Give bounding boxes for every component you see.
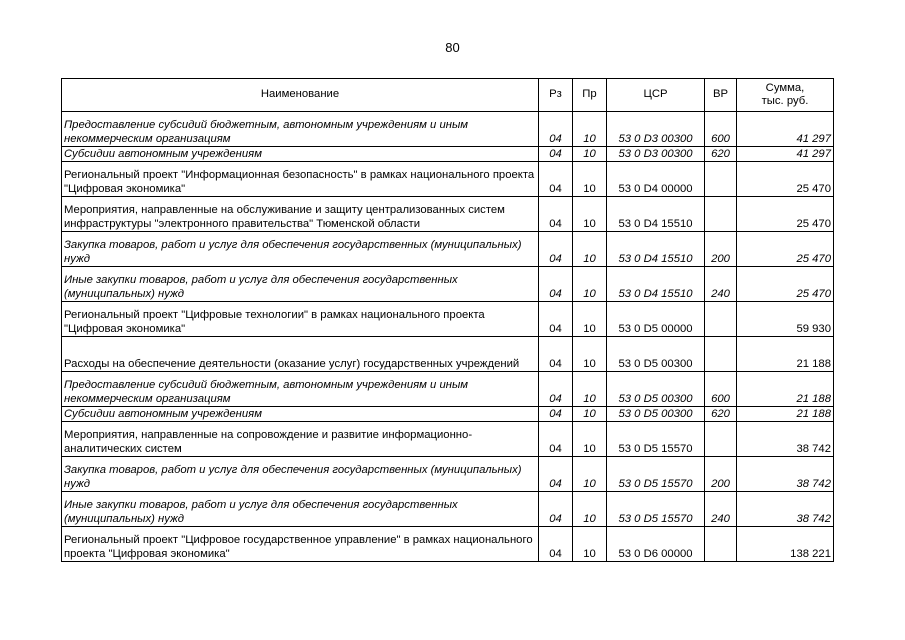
cell-rz: 04: [539, 492, 573, 527]
cell-csr: 53 0 D3 00300: [607, 112, 705, 147]
header-csr: ЦСР: [607, 79, 705, 112]
cell-vr: 240: [705, 267, 737, 302]
cell-name: Мероприятия, направленные на обслуживание и защиту централизованных систем инфраструктуры "электронного правительства" Тюменской области: [62, 197, 539, 232]
cell-sum: 21 188: [737, 372, 834, 407]
cell-name: Закупка товаров, работ и услуг для обеспечения государственных (муниципальных) нужд: [62, 232, 539, 267]
cell-name: Региональный проект "Цифровое государственное управление" в рамках национального проекта "Цифровая экономика": [62, 527, 539, 562]
cell-rz: 04: [539, 422, 573, 457]
cell-rz: 04: [539, 267, 573, 302]
cell-sum: 25 470: [737, 267, 834, 302]
cell-sum: 25 470: [737, 197, 834, 232]
header-rz: Рз: [539, 79, 573, 112]
cell-vr: 200: [705, 232, 737, 267]
cell-pr: 10: [573, 527, 607, 562]
cell-rz: 04: [539, 112, 573, 147]
cell-vr: [705, 422, 737, 457]
cell-pr: 10: [573, 492, 607, 527]
cell-name: Предоставление субсидий бюджетным, автономным учреждениям и иным некоммерческим организациям: [62, 112, 539, 147]
cell-vr: [705, 302, 737, 337]
cell-pr: 10: [573, 372, 607, 407]
cell-name: Региональный проект "Цифровые технологии" в рамках национального проекта "Цифровая экономика": [62, 302, 539, 337]
cell-name: Мероприятия, направленные на сопровождение и развитие информационно-аналитических систем: [62, 422, 539, 457]
table-row: [62, 162, 834, 197]
cell-csr: 53 0 D4 15510: [607, 197, 705, 232]
cell-name: Иные закупки товаров, работ и услуг для обеспечения государственных (муниципальных) нужд: [62, 492, 539, 527]
cell-rz: 04: [539, 527, 573, 562]
cell-pr: 10: [573, 457, 607, 492]
header-name: Наименование: [62, 79, 539, 112]
cell-rz: 04: [539, 232, 573, 267]
cell-vr: 600: [705, 112, 737, 147]
header-vr: ВР: [705, 79, 737, 112]
cell-sum: 38 742: [737, 422, 834, 457]
cell-sum: 21 188: [737, 337, 834, 372]
cell-csr: 53 0 D6 00000: [607, 527, 705, 562]
page-number: 80: [445, 40, 460, 55]
cell-csr: 53 0 D4 00000: [607, 162, 705, 197]
cell-csr: 53 0 D5 15570: [607, 492, 705, 527]
table-row: [62, 302, 834, 337]
table-row: [62, 372, 834, 407]
cell-sum: 59 930: [737, 302, 834, 337]
cell-pr: 10: [573, 302, 607, 337]
cell-rz: 04: [539, 162, 573, 197]
cell-csr: 53 0 D5 15570: [607, 457, 705, 492]
cell-sum: 25 470: [737, 162, 834, 197]
cell-pr: 10: [573, 407, 607, 422]
cell-sum: 25 470: [737, 232, 834, 267]
cell-name: Иные закупки товаров, работ и услуг для обеспечения государственных (муниципальных) нужд: [62, 267, 539, 302]
cell-vr: [705, 162, 737, 197]
cell-sum: 21 188: [737, 407, 834, 422]
table-row: [62, 197, 834, 232]
cell-rz: 04: [539, 197, 573, 232]
cell-csr: 53 0 D4 15510: [607, 232, 705, 267]
cell-csr: 53 0 D5 00300: [607, 337, 705, 372]
cell-csr: 53 0 D4 15510: [607, 267, 705, 302]
cell-rz: 04: [539, 407, 573, 422]
cell-pr: 10: [573, 162, 607, 197]
table-row: [62, 527, 834, 562]
cell-vr: [705, 527, 737, 562]
cell-vr: 620: [705, 407, 737, 422]
header-sum-line2: тыс. руб.: [761, 95, 809, 107]
cell-pr: 10: [573, 337, 607, 372]
cell-pr: 10: [573, 422, 607, 457]
cell-csr: 53 0 D5 00300: [607, 407, 705, 422]
cell-csr: 53 0 D5 00300: [607, 372, 705, 407]
cell-sum: 138 221: [737, 527, 834, 562]
cell-pr: 10: [573, 147, 607, 162]
cell-rz: 04: [539, 147, 573, 162]
table-row: [62, 457, 834, 492]
table-row: [62, 267, 834, 302]
table-row: [62, 422, 834, 457]
cell-csr: 53 0 D5 00000: [607, 302, 705, 337]
cell-vr: 600: [705, 372, 737, 407]
table-row: [62, 112, 834, 147]
cell-vr: [705, 197, 737, 232]
cell-sum: 38 742: [737, 457, 834, 492]
cell-vr: 620: [705, 147, 737, 162]
cell-vr: 200: [705, 457, 737, 492]
cell-sum: 38 742: [737, 492, 834, 527]
header-pr: Пр: [573, 79, 607, 112]
cell-pr: 10: [573, 197, 607, 232]
cell-rz: 04: [539, 302, 573, 337]
cell-csr: 53 0 D5 15570: [607, 422, 705, 457]
cell-rz: 04: [539, 372, 573, 407]
table-row: [62, 232, 834, 267]
cell-sum: 41 297: [737, 112, 834, 147]
cell-rz: 04: [539, 337, 573, 372]
cell-sum: 41 297: [737, 147, 834, 162]
cell-vr: 240: [705, 492, 737, 527]
cell-name: Предоставление субсидий бюджетным, автономным учреждениям и иным некоммерческим организациям: [62, 372, 539, 407]
header-sum: [737, 79, 834, 112]
table-row: [62, 407, 834, 422]
cell-name: Расходы на обеспечение деятельности (оказание услуг) государственных учреждений: [62, 337, 539, 372]
table-row: [62, 492, 834, 527]
cell-pr: 10: [573, 267, 607, 302]
cell-rz: 04: [539, 457, 573, 492]
cell-name: Субсидии автономным учреждениям: [62, 147, 539, 162]
table-body: [62, 112, 834, 562]
table-row: [62, 147, 834, 162]
table-header-row: [62, 79, 834, 112]
budget-table: [61, 78, 834, 562]
table-row: [62, 337, 834, 372]
cell-csr: 53 0 D3 00300: [607, 147, 705, 162]
cell-name: Региональный проект "Информационная безопасность" в рамках национального проекта "Цифровая экономика": [62, 162, 539, 197]
cell-vr: [705, 337, 737, 372]
cell-name: Субсидии автономным учреждениям: [62, 407, 539, 422]
header-sum-line1: Сумма,: [765, 81, 805, 94]
cell-name: Закупка товаров, работ и услуг для обеспечения государственных (муниципальных) нужд: [62, 457, 539, 492]
cell-pr: 10: [573, 232, 607, 267]
cell-pr: 10: [573, 112, 607, 147]
